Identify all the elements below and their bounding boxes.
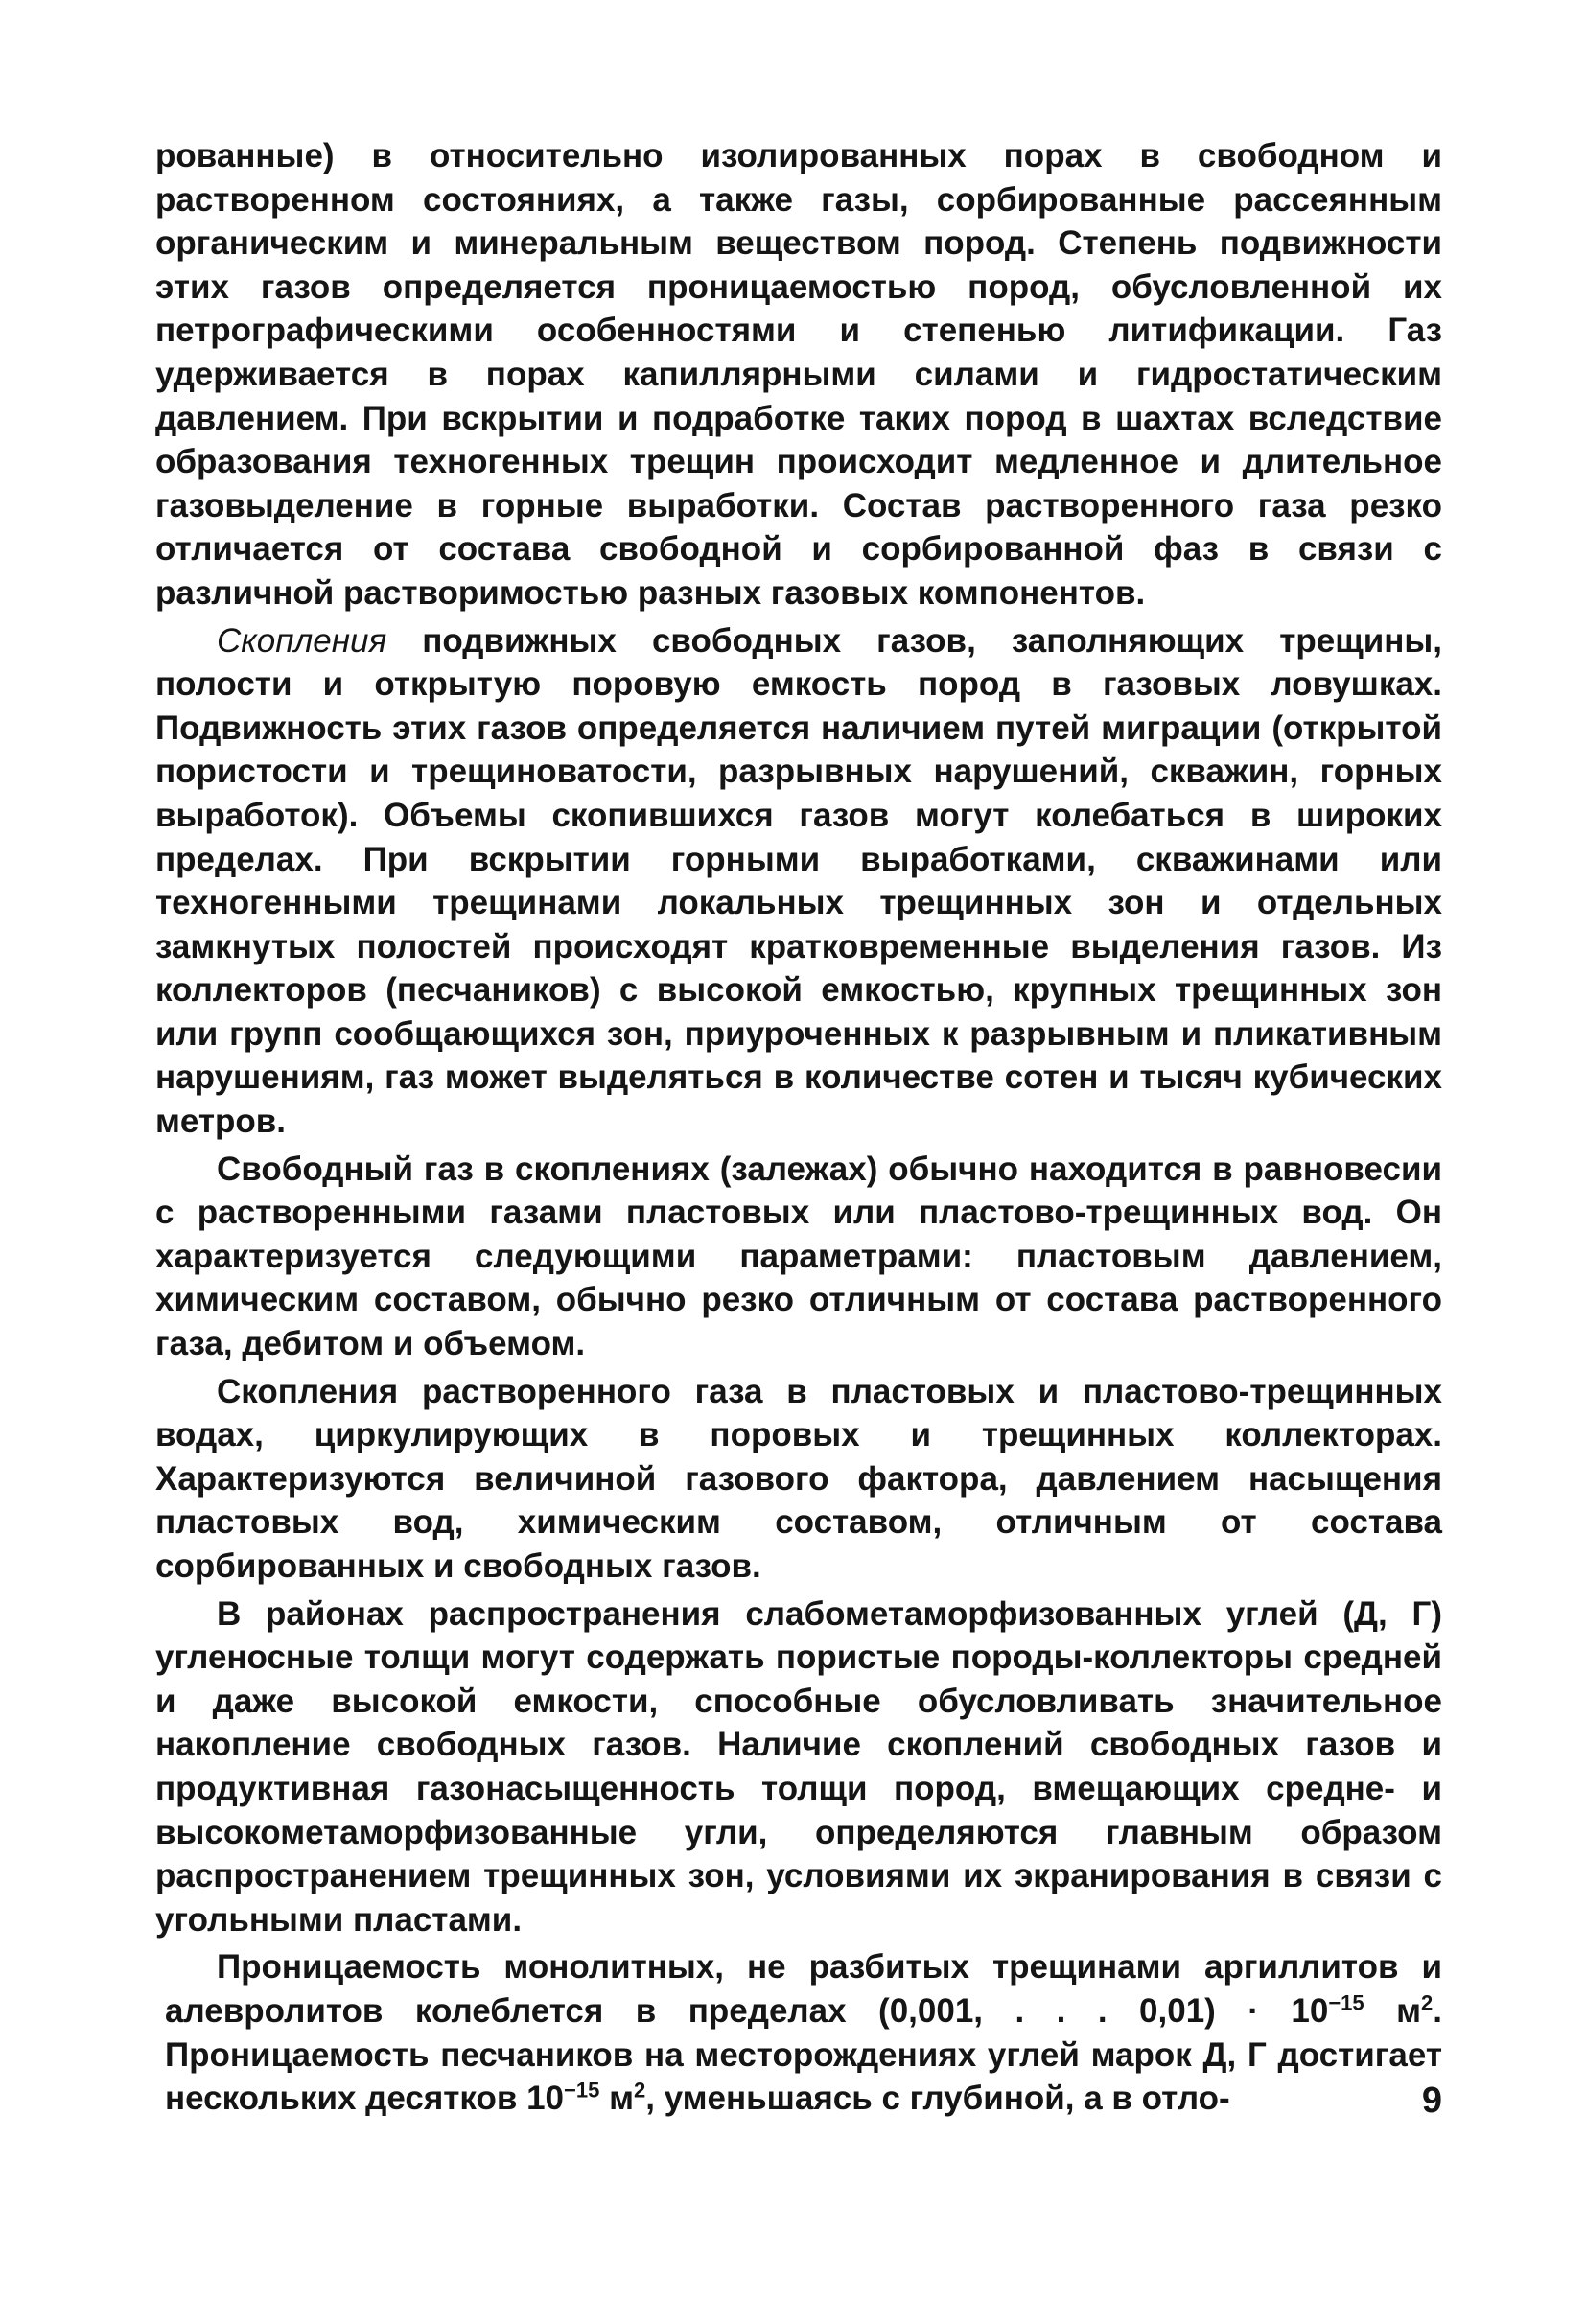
exponent-4: 2	[633, 2078, 646, 2103]
paragraph-6-text-a: Проницаемость монолитных, не разбитых трещинами аргиллитов и алевролитов колеблется в пределах (0,001, . . . 0,01) · 10	[165, 1948, 1442, 2030]
paragraph-3: Свободный газ в скоплениях (залежах) обычно находится в равновесии с растворенными газами пластовых или пластово-трещинных вод. Он характеризуется следующими параметрами: пластовым давлением, химическим составом, обычно резко отличным от состава растворенного газа, дебитом и объемом.	[155, 1150, 1442, 1363]
paragraph-6-text-c: . Проницаемость песчаников на месторождениях углей марок Д, Г достигает нескольких десятков 10	[165, 1991, 1442, 2118]
exponent-2: 2	[1421, 1990, 1434, 2015]
paragraph-6	[165, 1945, 1442, 2120]
paragraph-2-italic-term: Скопления	[217, 621, 387, 660]
paragraph-6-text-d: м	[599, 2080, 634, 2118]
paragraph-5: В районах распространения слабометаморфизованных углей (Д, Г) угленосные толщи могут содержать пористые породы-коллекторы средней и даже высокой емкости, способные обусловливать значительное накопление свободных газов. Наличие скоплений свободных газов и продуктивная газонасыщенность толщи пород, вмещающих средне- и высокометаморфизованные угли, определяются главным образом распространением трещинных зон, условиями их экранирования в связи с угольными пластами.	[155, 1594, 1442, 1939]
paragraph-6-text-b: м	[1364, 1991, 1422, 2030]
paragraph-6-text-e: , уменьшаясь с глубиной, а в отло-	[645, 2080, 1230, 2118]
paragraph-2	[155, 619, 1442, 1144]
paragraph-1: рованные) в относительно изолированных порах в свободном и растворенном состояниях, а также газы, сорбированные рассеянным органическим и минеральным веществом пород. Степень подвижности этих газов определяется проницаемостью пород, обусловленной их петрографическими особенностями и степенью литификации. Газ удерживается в порах капиллярными силами и гидростатическим давлением. При вскрытии и подработке таких пород в шахтах вследствие образования техногенных трещин происходит медленное и длительное газовыделение в горные выработки. Состав растворенного газа резко отличается от состава свободной и сорбированной фаз в связи с различной растворимостью разных газовых компонентов.	[155, 137, 1442, 612]
exponent-1: −15	[1328, 1990, 1364, 2015]
paragraph-2-text: подвижных свободных газов, заполняющих трещины, полости и открытую поровую емкость пород в газовых ловушках. Подвижность этих газов определяется наличием путей миграции (открытой пористости и трещиноватости, разрывных нарушений, скважин, горных выработок). Объемы скопившихся газов могут колебаться в широких пределах. При вскрытии горными выработками, скважинами или техногенными трещинами локальных трещинных зон и отдельных замкнутых полостей происходят кратковременные выделения газов. Из коллекторов (песчаников) с высокой емкостью, крупных трещинных зон или групп сообщающихся зон, приуроченных к разрывным и пликативным нарушениям, газ может выделяться в количестве сотен и тысяч кубических метров.	[155, 621, 1442, 1141]
exponent-3: −15	[564, 2078, 600, 2103]
paragraph-4: Скопления растворенного газа в пластовых и пластово-трещинных водах, циркулирующих в поровых и трещинных коллекторах. Характеризуются величиной газового фактора, давлением насыщения пластовых вод, химическим составом, отличным от состава сорбированных и свободных газов.	[155, 1372, 1442, 1585]
page-number: 9	[1421, 2080, 1442, 2121]
